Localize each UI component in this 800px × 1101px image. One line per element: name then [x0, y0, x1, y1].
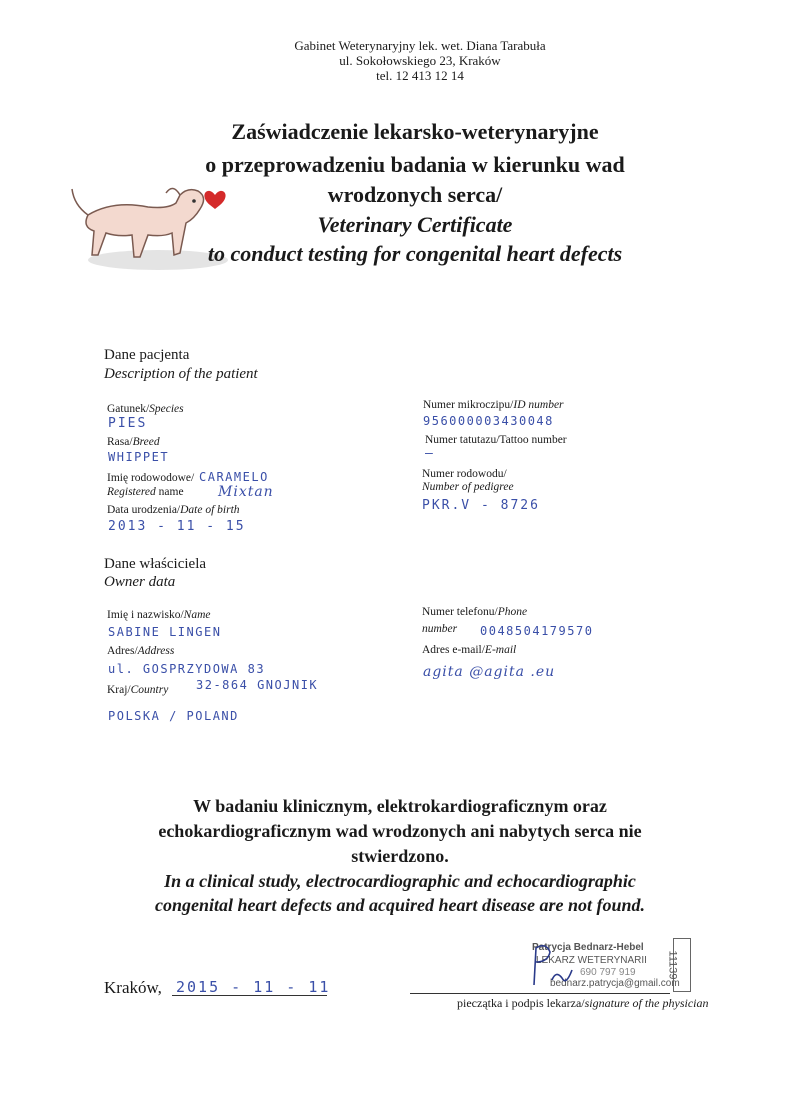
statement-pl-line2: echokardiograficznym wad wrodzonych ani nabytych serca nie — [158, 821, 642, 841]
phone-label: Numer telefonu/Phone — [422, 606, 528, 618]
stamp-phone: 690 797 919 — [580, 967, 636, 978]
breed-label: Rasa/Breed — [107, 436, 160, 448]
title-pl-line1: Zaświadczenie lekarsko-weterynaryjne — [231, 119, 599, 144]
pedigree-label: Numer rodowodu/ — [422, 468, 507, 480]
clinic-address: ul. Sokołowskiego 23, Kraków — [339, 53, 501, 68]
stamp-name: Patrycja Bednarz-Hebel — [532, 942, 644, 953]
email-value: agita @agita .eu — [423, 664, 556, 680]
title-en-line2: to conduct testing for congenital heart defects — [207, 241, 623, 266]
stamp-number: 11139 — [666, 950, 679, 980]
tattoo-value: — — [425, 446, 435, 461]
title-pl-line3: wrodzonych serca/ — [327, 182, 503, 207]
patient-section-subtitle: Description of the patient — [104, 366, 258, 382]
email-label: Adres e-mail/E-mail — [422, 644, 517, 656]
tattoo-label: Numer tatutazu/Tattoo number — [425, 434, 567, 446]
patient-section-title: Dane pacjenta — [104, 347, 190, 363]
title-en-line1: Veterinary Certificate — [317, 212, 513, 237]
signature-mark — [526, 940, 586, 990]
pedigree-label-en: Number of pedigree — [422, 481, 514, 493]
stamp-email: bednarz.patrycja@gmail.com — [550, 978, 680, 989]
signature-line — [410, 993, 670, 994]
chip-label: Numer mikroczipu/ID number — [423, 399, 564, 411]
statement-pl-line3: stwierdzono. — [351, 846, 449, 866]
regname-value-2: Mixtan — [218, 484, 274, 500]
owner-section-subtitle: Owner data — [104, 574, 176, 590]
address-label: Adres/Address — [107, 645, 175, 657]
regname-label-en: Registered name — [107, 486, 184, 498]
signature-caption: pieczątka i podpis lekarza/signature of the physician — [457, 996, 709, 1010]
pedigree-value: PKR.V - 8726 — [422, 498, 540, 513]
statement-en-line2: congenital heart defects and acquired heart disease are not found. — [155, 895, 645, 915]
owner-name-label: Imię i nazwisko/Name — [107, 609, 211, 621]
dob-label: Data urodzenia/Date of birth — [107, 504, 240, 516]
country-value: POLSKA / POLAND — [108, 709, 239, 723]
clinic-header — [270, 38, 570, 83]
owner-name-value: SABINE LINGEN — [108, 625, 222, 639]
place-label: Kraków, — [104, 978, 162, 997]
stamp-number-box — [666, 938, 691, 992]
phone-label-en: number — [422, 623, 458, 635]
statement-pl-line1: W badaniu klinicznym, elektrokardiograficznym oraz — [193, 796, 607, 816]
stamp-title: LEKARZ WETERYNARII — [536, 955, 647, 966]
species-label: Gatunek/Species — [107, 403, 184, 415]
phone-value: 0048504179570 — [480, 624, 594, 638]
country-label: Kraj/Country — [107, 684, 169, 696]
species-value: PIES — [108, 416, 148, 431]
clinic-phone: tel. 12 413 12 14 — [376, 68, 464, 83]
chip-value: 956000003430048 — [423, 414, 554, 428]
regname-label: Imię rodowodowe/ — [107, 472, 195, 484]
breed-value: WHIPPET — [108, 450, 170, 464]
statement-en-line1: In a clinical study, electrocardiographic and echocardiographic — [164, 871, 636, 891]
dob-value: 2013 - 11 - 15 — [108, 519, 246, 534]
clinic-name: Gabinet Weterynaryjny lek. wet. Diana Tarabuła — [294, 38, 546, 53]
city-value: 32-864 GNOJNIK — [196, 678, 319, 692]
owner-section-title: Dane właściciela — [104, 556, 207, 572]
title-pl-line2: o przeprowadzeniu badania w kierunku wad — [205, 152, 625, 177]
date-value: 2015 - 11 - 11 — [176, 978, 331, 996]
regname-value-1: CARAMELO — [199, 470, 269, 484]
address-value: ul. GOSPRZYDOWA 83 — [108, 662, 266, 676]
